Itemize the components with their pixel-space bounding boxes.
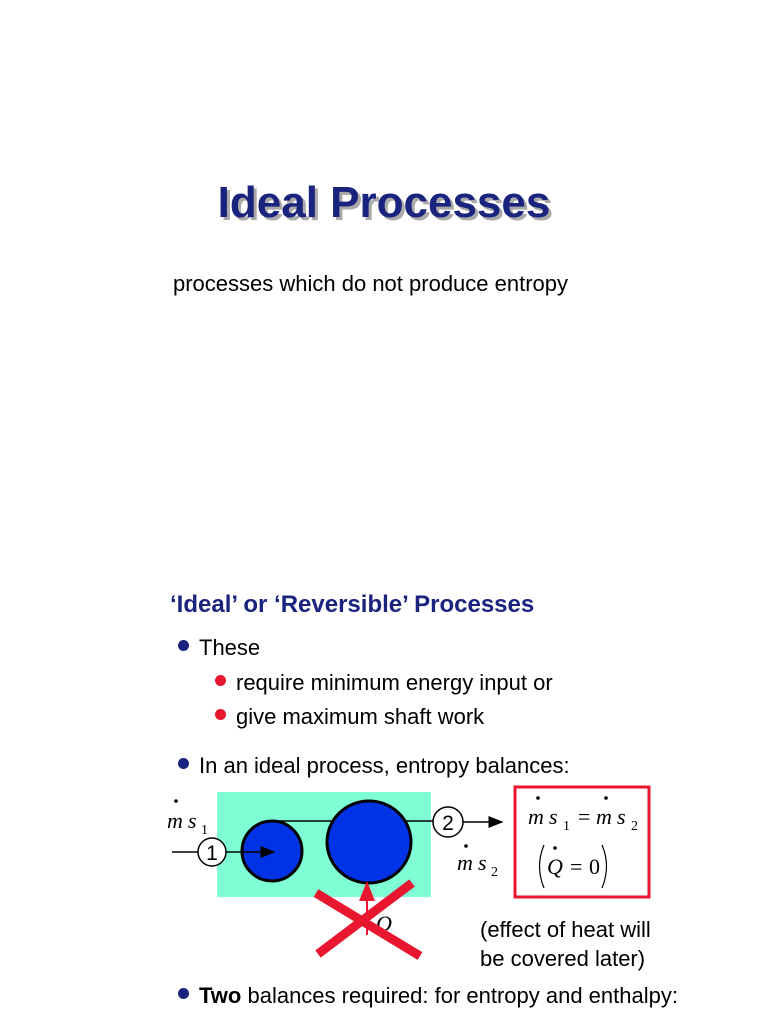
- eq-s-left: s: [549, 804, 558, 829]
- vessel-small: [242, 821, 302, 881]
- flow-s: s: [478, 850, 487, 875]
- cond-equals: =: [570, 854, 583, 879]
- bullet-text: require minimum energy input or: [236, 670, 553, 695]
- flow-subscript: 2: [491, 865, 498, 880]
- outlet-node-label: 2: [442, 812, 454, 835]
- bullet-text: In an ideal process, entropy balances:: [199, 753, 570, 778]
- flow-dot-icon: [536, 796, 540, 800]
- heat-note-line1: (effect of heat will: [480, 917, 651, 942]
- eq-s-right: s: [617, 804, 626, 829]
- eq-m-left: m: [528, 804, 544, 829]
- inlet-flow-label: [167, 799, 208, 838]
- heat-note: [480, 915, 651, 973]
- page-title: Ideal Processes: [217, 178, 551, 227]
- outlet-flow-label: [457, 844, 498, 880]
- flow-dot-icon: [553, 846, 557, 850]
- heat-note-line2: be covered later): [480, 946, 646, 971]
- flow-m: m: [457, 850, 473, 875]
- page-subtitle: processes which do not produce entropy: [173, 271, 569, 296]
- flow-s: s: [188, 808, 197, 833]
- cond-q: Q: [547, 854, 563, 879]
- eq-m-right: m: [596, 804, 612, 829]
- eq-sub-right: 2: [631, 819, 638, 834]
- flow-dot-icon: [174, 799, 178, 803]
- flow-dot-icon: [464, 844, 468, 848]
- section-heading: ‘Ideal’ or ‘Reversible’ Processes: [170, 591, 535, 618]
- bullet-text: give maximum shaft work: [236, 704, 485, 729]
- bullet-text: These: [199, 635, 261, 660]
- flow-dot-icon: [604, 796, 608, 800]
- inlet-node-label: 1: [206, 842, 218, 865]
- flow-m: m: [167, 808, 183, 833]
- bullet-text: balances required: for entropy and enthalpy:: [241, 983, 678, 1008]
- heat-label: Q: [376, 911, 392, 936]
- flow-subscript: 1: [201, 823, 208, 838]
- eq-equals: =: [578, 804, 591, 829]
- eq-sub-left: 1: [563, 819, 570, 834]
- cond-zero: 0: [589, 854, 600, 879]
- bullet-bold-text: Two: [199, 983, 242, 1008]
- vessel-large: [327, 801, 411, 883]
